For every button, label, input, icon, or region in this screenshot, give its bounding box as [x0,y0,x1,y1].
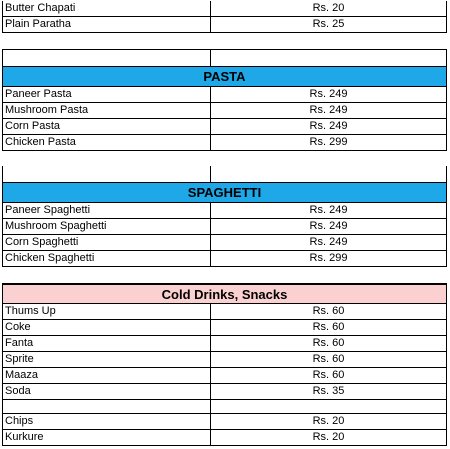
item-price: Rs. 249 [211,103,447,118]
item-price: Rs. 249 [211,119,447,134]
table-row [2,414,447,430]
section-header-cold-drinks [2,284,447,304]
table-row [2,17,447,33]
table-row [2,430,447,446]
item-price: Rs. 60 [211,352,447,367]
item-name: Butter Chapati [2,1,211,16]
item-name: Sprite [2,352,211,367]
table-row [2,368,447,384]
table-row [2,87,447,103]
item-name: Coke [2,320,211,335]
table-row [2,384,447,400]
item-price: Rs. 249 [211,219,447,234]
table-row [2,135,447,151]
table-row [2,352,447,368]
item-name: Corn Pasta [2,119,211,134]
item-price [211,400,447,413]
item-price: Rs. 20 [211,414,447,429]
item-name: Paneer Pasta [2,87,211,102]
item-price: Rs. 35 [211,384,447,399]
table-row [2,235,447,251]
item-price: Rs. 60 [211,336,447,351]
item-name: Mushroom Pasta [2,103,211,118]
item-name: Chips [2,414,211,429]
item-price: Rs. 249 [211,203,447,218]
table-row [2,336,447,352]
column-divider [210,49,211,66]
item-name: Mushroom Spaghetti [2,219,211,234]
section-header-spaghetti [2,182,447,203]
item-name: Chicken Pasta [2,135,211,150]
item-price: Rs. 299 [211,135,447,150]
item-price: Rs. 249 [211,235,447,250]
table-row-empty [2,400,447,414]
item-name [2,400,211,413]
item-name: Thums Up [2,304,211,319]
column-divider [2,166,3,182]
table-row [2,1,447,17]
section-divider [2,49,447,50]
table-row [2,320,447,336]
section-header-pasta [2,66,447,87]
item-price: Rs. 20 [211,430,447,445]
column-divider [2,49,3,66]
item-name: Corn Spaghetti [2,235,211,250]
item-name: Maaza [2,368,211,383]
column-divider [210,166,211,182]
item-price: Rs. 299 [211,251,447,266]
table-row [2,251,447,267]
section-title: SPAGHETTI [187,185,262,200]
item-name: Fanta [2,336,211,351]
section-title: Cold Drinks, Snacks [161,286,288,302]
table-row [2,203,447,219]
table-row [2,304,447,320]
item-price: Rs. 60 [211,304,447,319]
item-name: Kurkure [2,430,211,445]
item-name: Chicken Spaghetti [2,251,211,266]
item-price: Rs. 60 [211,368,447,383]
column-divider [446,166,447,182]
item-name: Soda [2,384,211,399]
item-name: Plain Paratha [2,17,211,32]
item-price: Rs. 249 [211,87,447,102]
item-price: Rs. 25 [211,17,447,32]
table-row [2,103,447,119]
item-price: Rs. 20 [211,1,447,16]
table-row [2,219,447,235]
column-divider [446,49,447,66]
item-price: Rs. 60 [211,320,447,335]
section-title: PASTA [203,69,246,84]
table-row [2,119,447,135]
item-name: Paneer Spaghetti [2,203,211,218]
